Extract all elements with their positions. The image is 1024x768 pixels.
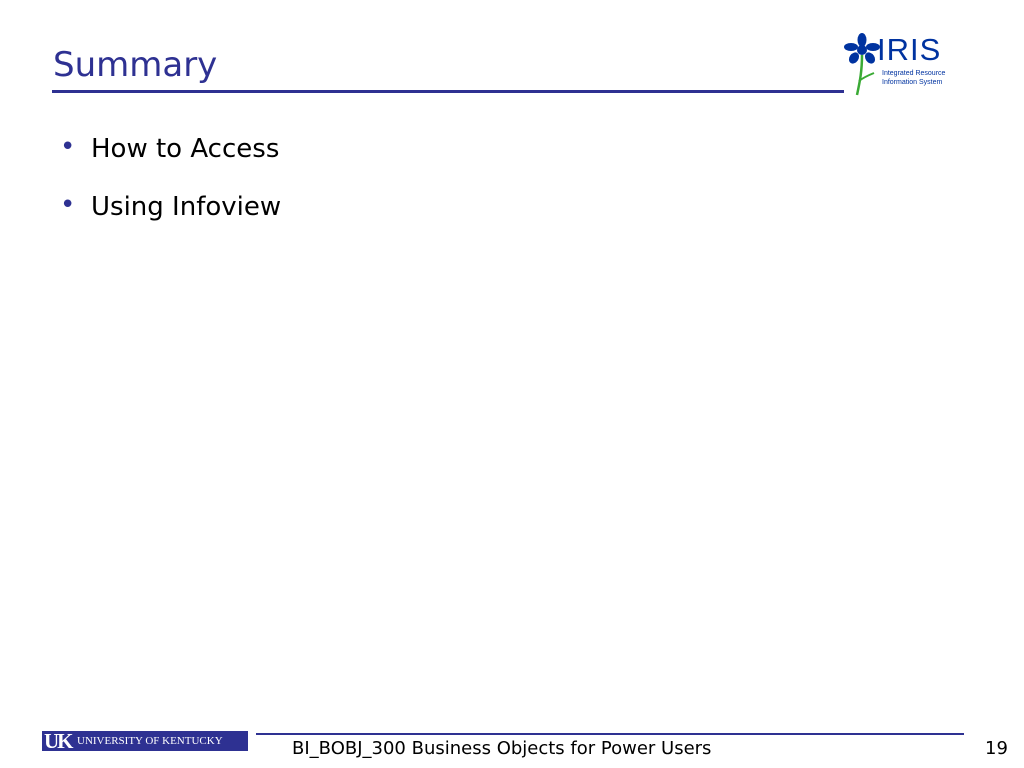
page-number: 19 (985, 738, 1008, 759)
university-name: UNIVERSITY OF KENTUCKY (77, 735, 223, 747)
footer-course-title: BI_BOBJ_300 Business Objects for Power Users (292, 738, 712, 759)
footer-divider (256, 733, 964, 735)
university-of-kentucky-logo (42, 731, 248, 751)
uk-monogram: UK (44, 731, 72, 751)
iris-tagline: Integrated Resource Information System (882, 70, 946, 86)
bullet-marker-icon: • (60, 190, 76, 220)
iris-flower-icon (844, 33, 880, 97)
bullet-item (60, 188, 281, 246)
iris-wordmark: IRIS (877, 32, 942, 67)
bullet-item (60, 130, 281, 188)
bullet-marker-icon: • (60, 132, 76, 162)
title-underline (52, 90, 844, 93)
bullet-text: How to Access (91, 134, 280, 164)
iris-logo (844, 33, 954, 99)
bullet-list (60, 130, 281, 246)
slide-title: Summary (53, 45, 218, 85)
bullet-text: Using Infoview (91, 192, 282, 222)
